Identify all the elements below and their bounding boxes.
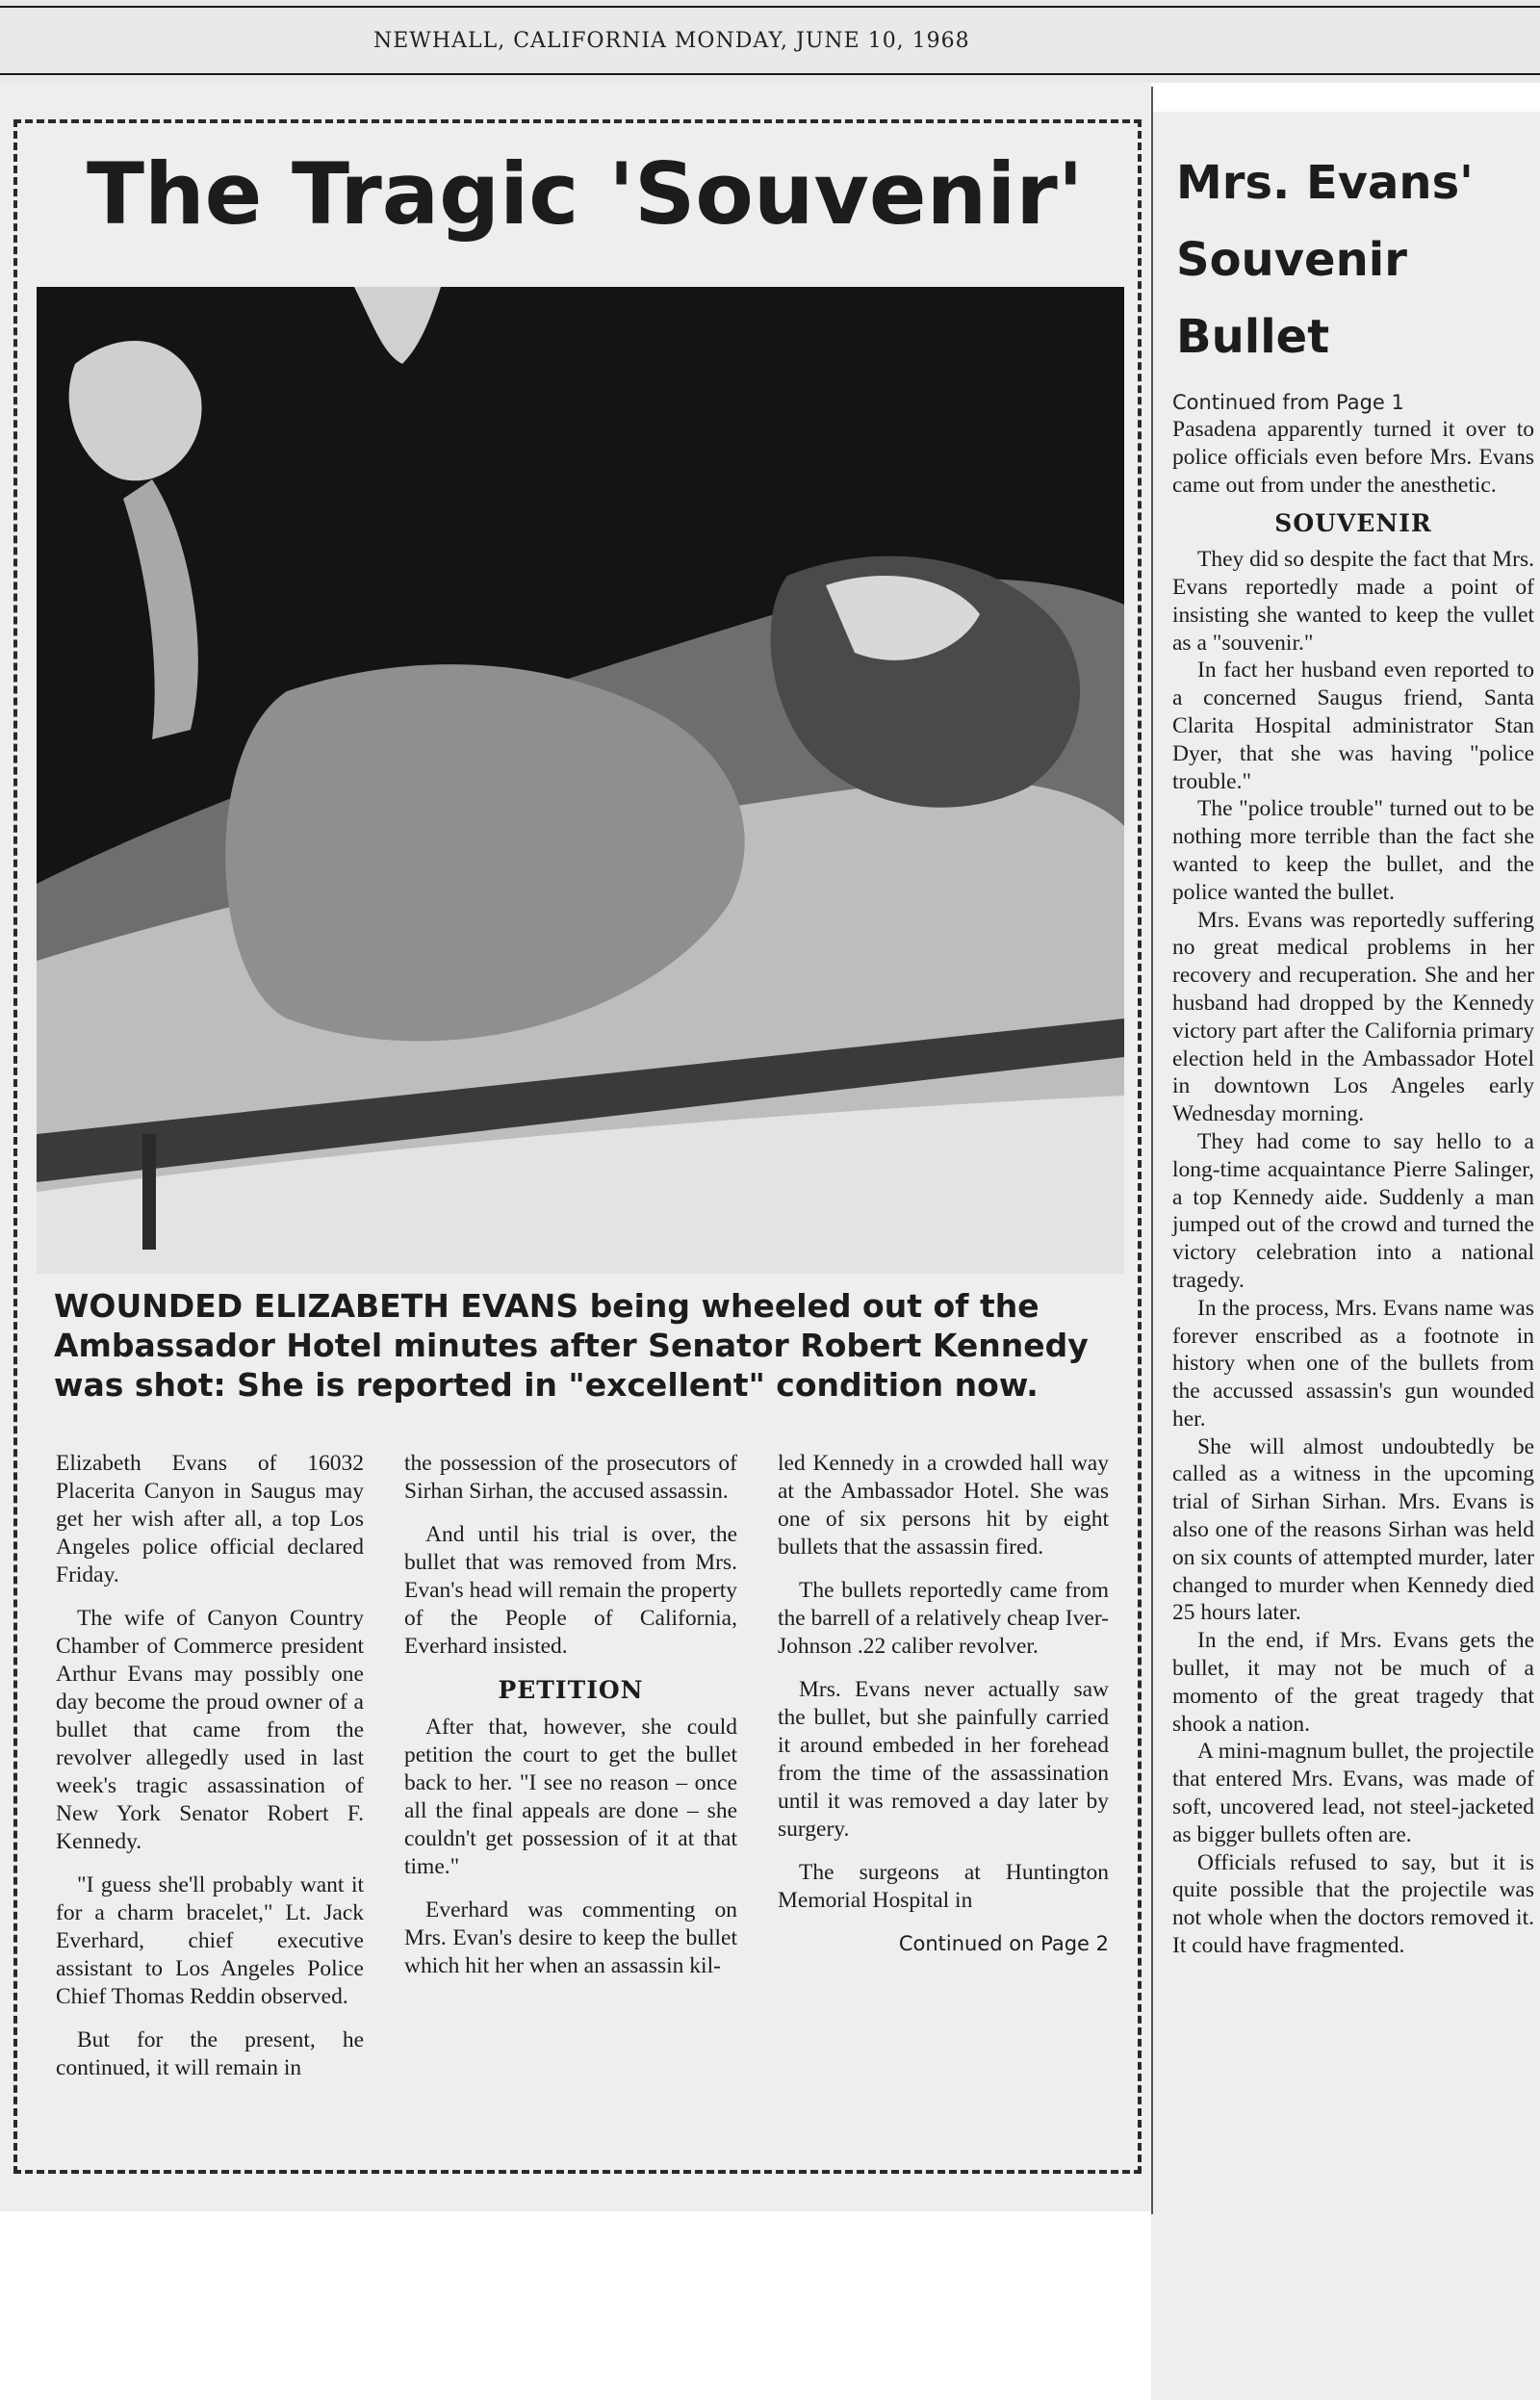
paragraph: In the end, if Mrs. Evans gets the bullet, it may not be much of a momento of the great tragedy that shook a nation.: [1172, 1628, 1534, 1737]
paragraph: "I guess she'll probably want it for a charm bracelet," Lt. Jack Everhard, chief executive assistant to Los Angeles Police Chief Thomas Reddin observed.: [56, 1872, 364, 2009]
paragraph: In fact her husband even reported to a concerned Saugus friend, Santa Clarita Hospital administrator Stan Dyer, that she was having "police trouble.": [1172, 658, 1534, 794]
paragraph: Everhard was commenting on Mrs. Evan's desire to keep the bullet which hit her when an assassin kil-: [404, 1897, 737, 1978]
paragraph: Elizabeth Evans of 16032 Placerita Canyon in Saugus may get her wish after all, a top Los Angeles police official declared Friday.: [56, 1451, 364, 1587]
dateline: NEWHALL, CALIFORNIA MONDAY, JUNE 10, 1968: [373, 29, 970, 53]
paragraph: Officials refused to say, but it is quite possible that the projectile was not whole when the doctors removed it. It could have fragmented.: [1172, 1849, 1534, 1959]
side-headline-line: Mrs. Evans': [1176, 156, 1474, 210]
paragraph: The surgeons at Huntington Memorial Hospital in: [778, 1860, 1109, 1913]
main-column-3: [778, 1450, 1109, 1958]
side-headline-line: Bullet: [1176, 310, 1330, 364]
column-divider: [1151, 87, 1153, 2214]
paragraph: But for the present, he continued, it will remain in: [56, 2027, 364, 2080]
main-column-1: [56, 1450, 364, 2098]
paragraph: After that, however, she could petition the court to get the bullet back to her. "I see no reason – once all the final appeals are done – she couldn't get possession of it at that time.": [404, 1715, 737, 1879]
side-story-body: [1172, 416, 1534, 1960]
side-headline: [1176, 144, 1503, 375]
photo-illustration: [37, 287, 1124, 1274]
paragraph: Mrs. Evans was reportedly suffering no great medical problems in her recovery and recuperation. She and her husband had dropped by the Kennedy victory part after the California primary election held in the Ambassador Hotel in downtown Los Angeles early Wednesday morning.: [1172, 907, 1534, 1127]
paragraph: Pasadena apparently turned it over to police officials even before Mrs. Evans came out from under the anesthetic.: [1172, 417, 1534, 498]
news-photo: [37, 287, 1124, 1274]
paragraph: The "police trouble" turned out to be nothing more terrible than the fact she wanted to keep the bullet, and the police wanted the bullet.: [1172, 796, 1534, 905]
paragraph: And until his trial is over, the bullet that was removed from Mrs. Evan's head will remain the property of the People of California, Everhard insisted.: [404, 1522, 737, 1659]
subhead-petition: PETITION: [498, 1676, 644, 1704]
paragraph: The bullets reportedly came from the barrell of a relatively cheap Iver-Johnson .22 caliber revolver.: [778, 1578, 1109, 1659]
paragraph: A mini-magnum bullet, the projectile that entered Mrs. Evans, was made of soft, uncovered lead, not steel-jacketed as bigger bullets often are.: [1172, 1739, 1534, 1847]
main-headline: The Tragic 'Souvenir': [87, 144, 1084, 244]
top-rule: [0, 6, 1540, 8]
paragraph: They had come to say hello to a long-time acquaintance Pierre Salinger, a top Kennedy aide. Suddenly a man jumped out of the crowd and turned the victory celebration into a national tragedy.: [1172, 1128, 1534, 1293]
paragraph: She will almost undoubtedly be called as a witness in the upcoming trial of Sirhan Sirhan. Mrs. Evans is also one of the reasons Sirhan was held on six counts of attempted murder, later changed to murder when Kennedy died 25 hours later.: [1172, 1433, 1534, 1626]
paragraph: Mrs. Evans never actually saw the bullet, but she painfully carried it around embeded in her forehead from the time of the assassination until it was removed a day later by surgery.: [778, 1677, 1109, 1842]
subhead-souvenir: SOUVENIR: [1274, 509, 1432, 538]
photo-caption: WOUNDED ELIZABETH EVANS being wheeled out of the Ambassador Hotel minutes after Senator Robert Kennedy was shot: She is reported in "excellent" condition now.: [54, 1287, 1089, 1404]
paragraph: led Kennedy in a crowded hall way at the Ambassador Hotel. She was one of six persons hit by eight bullets that the assassin fired.: [778, 1451, 1109, 1560]
paragraph: the possession of the prosecutors of Sirhan Sirhan, the accused assassin.: [404, 1451, 737, 1504]
side-headline-line: Souvenir: [1176, 233, 1407, 287]
paragraph: They did so despite the fact that Mrs. Evans reportedly made a point of insisting she wanted to keep the vullet as a "souvenir.": [1172, 547, 1534, 656]
continued-from-note: Continued from Page 1: [1172, 391, 1404, 414]
continued-on-note: Continued on Page 2: [898, 1932, 1109, 1955]
paragraph: The wife of Canyon Country Chamber of Commerce president Arthur Evans may possibly one day become the proud owner of a bullet that came from the revolver allegedly used in last week's tragic assassination of New York Senator Robert F. Kennedy.: [56, 1606, 364, 1854]
main-column-2: [404, 1450, 737, 1996]
paragraph: In the process, Mrs. Evans name was forever enscribed as a footnote in history when one of the bullets from the accussed assassin's gun wounded her.: [1172, 1295, 1534, 1432]
dateline-rule: [0, 73, 1540, 75]
